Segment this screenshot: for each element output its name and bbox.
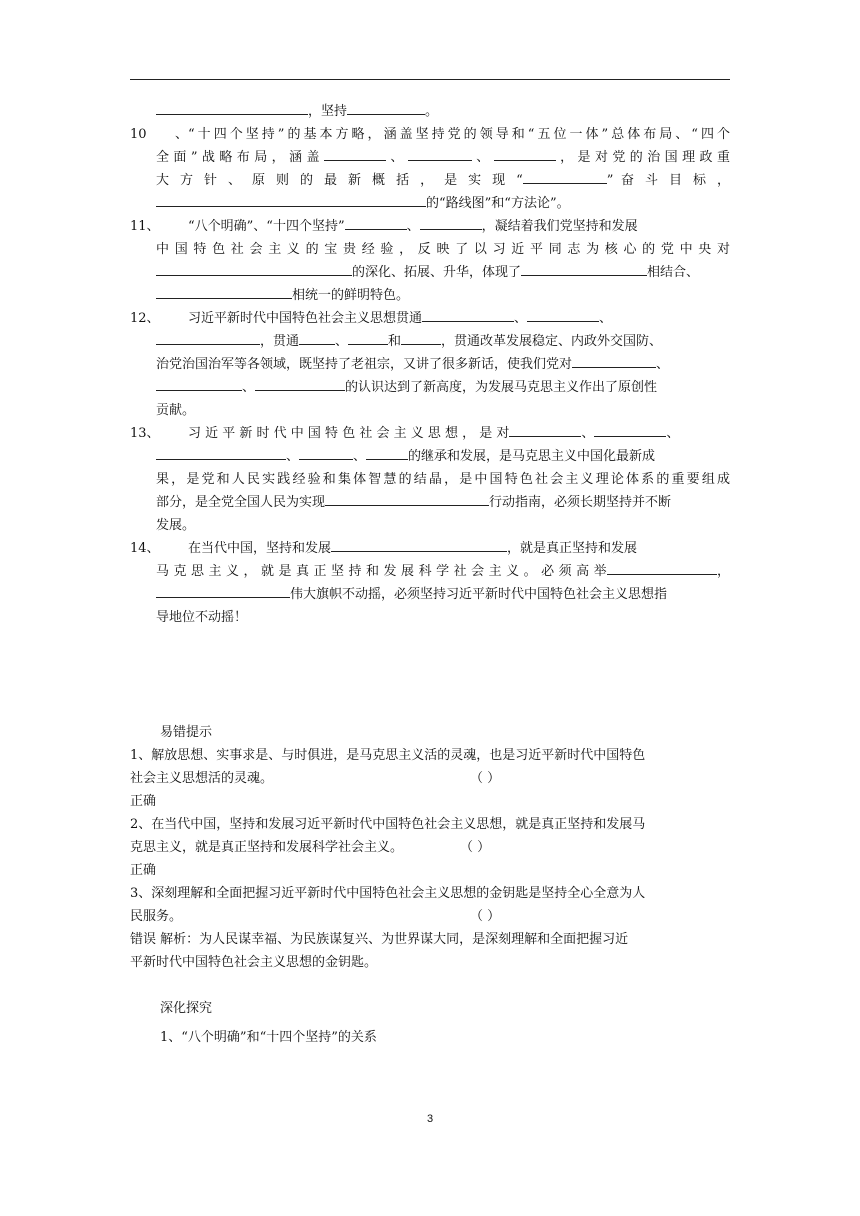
answer-parens[interactable]: （ ） — [470, 771, 501, 786]
q10-line4: 的“路线图”和“方法论”。 — [130, 192, 730, 215]
q14-line2: 马 克 思 主 义 ， 就 是 真 正 坚 持 和 发 展 科 学 社 会 主 义 。 必 须 高 举 ， — [130, 560, 730, 583]
explore-item-1: 1、“八个明确”和“十四个坚持”的关系 — [160, 1030, 377, 1045]
q12-line5: 贡献。 — [156, 403, 196, 418]
blank[interactable] — [607, 560, 717, 575]
error-item-3-cont: 民服务。 （ ） — [130, 905, 730, 928]
blank[interactable] — [521, 261, 647, 276]
q13-line5: 发展。 — [156, 518, 196, 533]
blank[interactable] — [527, 307, 599, 322]
blank[interactable] — [348, 330, 388, 345]
blank[interactable] — [299, 445, 353, 460]
error-item-2: 2、在当代中国，坚持和发展习近平新时代中国特色社会主义思想，就是真正坚持和发展马 — [130, 817, 646, 832]
answer-3: 错误 解析：为人民谋幸福、为民族谋复兴、为世界谋大同，是深刻理解和全面把握习近 — [130, 932, 629, 947]
q14-line1: 14、 在当代中国，坚持和发展 ，就是真正坚持和发展 — [130, 537, 730, 560]
blank[interactable] — [594, 422, 666, 437]
q12-line2: ，贯通 、 和 ，贯通改革发展稳定、内政外交国防、 — [130, 330, 730, 353]
explore-title: 深化探究 — [160, 1001, 213, 1016]
q12-line1: 12、 习近平新时代中国特色社会主义思想贯通 、 、 — [130, 307, 730, 330]
question-number: 13、 — [130, 426, 160, 441]
answer-parens[interactable]: （ ） — [470, 909, 501, 924]
question-number: 10、 — [130, 127, 188, 142]
blank[interactable] — [401, 330, 441, 345]
answer-parens[interactable]: （ ） — [460, 840, 491, 855]
blank[interactable] — [345, 215, 407, 230]
blank[interactable] — [347, 100, 425, 115]
error-item-3: 3、深刻理解和全面把握习近平新时代中国特色社会主义思想的金钥匙是坚持全心全意为人 — [130, 886, 646, 901]
blank[interactable] — [156, 284, 292, 299]
q12-line4: 、 的认识达到了新高度，为发展马克思主义作出了原创性 — [130, 376, 730, 399]
errors-title: 易错提示 — [160, 725, 213, 740]
q11-line2: 中国特色社会主义的宝贵经验，反映了以习近平同志为核心的党中央对 — [156, 242, 730, 257]
q11-line3: 的深化、拓展、升华，体现了 相结合、 — [130, 261, 730, 284]
question-number: 11、 — [130, 219, 160, 234]
error-item-1-cont: 社会主义思想活的灵魂。 （ ） — [130, 767, 730, 790]
page-number: 3 — [426, 1113, 434, 1125]
answer-1: 正确 — [130, 794, 157, 809]
blank[interactable] — [156, 330, 260, 345]
blank[interactable] — [509, 422, 581, 437]
blank[interactable] — [408, 146, 472, 161]
blank[interactable] — [325, 491, 489, 506]
q10-line2: 全面”战略布局，涵盖 、 、 ，是对党的治国理政重 — [130, 146, 730, 169]
q10-line1: 10、“十四个坚持”的基本方略，涵盖坚持党的领导和“五位一体”总体布局、“四个 — [130, 123, 730, 146]
q13-line4: 部分，是全党全国人民为实现 行动指南，必须长期坚持并不断 — [130, 491, 730, 514]
q13-line1: 13、 习 近 平 新 时 代 中 国 特 色 社 会 主 义 思 想 ， 是 对 、 、 — [130, 422, 730, 445]
q12-line3: 治党治国治军等各领域，既坚持了老祖宗，又讲了很多新话，使我们党对 、 — [130, 353, 730, 376]
q9-tail: ，坚持 。 — [130, 100, 730, 123]
blank[interactable] — [420, 215, 482, 230]
blank[interactable] — [324, 146, 386, 161]
blank[interactable] — [156, 376, 242, 391]
q10-line3: 大 方 针 、 原 则 的 最 新 概 括 ， 是 实 现 “ ” 奋 斗 目 标 ， — [130, 169, 730, 192]
q11-line1: 11、 “八个明确”、“十四个坚持” 、 ，凝结着我们党坚持和发展 — [130, 215, 730, 238]
page-content — [130, 100, 730, 1049]
blank[interactable] — [366, 445, 408, 460]
blank[interactable] — [494, 146, 556, 161]
blank[interactable] — [572, 353, 656, 368]
question-number: 14、 — [130, 541, 160, 556]
error-item-2-cont: 克思主义，就是真正坚持和发展科学社会主义。 （ ） — [130, 836, 730, 859]
blank[interactable] — [156, 192, 426, 207]
error-item-1: 1、解放思想、实事求是、与时俱进，是马克思主义活的灵魂，也是习近平新时代中国特色 — [130, 748, 646, 763]
blank[interactable] — [422, 307, 514, 322]
blank[interactable] — [156, 583, 290, 598]
blank[interactable] — [255, 376, 345, 391]
q13-line2: 、 、 的继承和发展，是马克思主义中国化最新成 — [130, 445, 730, 468]
blank[interactable] — [156, 100, 308, 115]
blank[interactable] — [523, 169, 607, 184]
q14-line4: 导地位不动摇！ — [156, 610, 248, 625]
answer-3-cont: 平新时代中国特色社会主义思想的金钥匙。 — [130, 955, 378, 970]
blank[interactable] — [156, 445, 286, 460]
answer-2: 正确 — [130, 863, 157, 878]
question-number: 12、 — [130, 311, 160, 326]
header-rule — [130, 79, 730, 80]
blank[interactable] — [299, 330, 335, 345]
blank[interactable] — [331, 537, 507, 552]
q11-line4: 相统一的鲜明特色。 — [130, 284, 730, 307]
blank[interactable] — [156, 261, 352, 276]
q13-line3: 果，是党和人民实践经验和集体智慧的结晶，是中国特色社会主义理论体系的重要组成 — [156, 472, 730, 487]
q14-line3: 伟大旗帜不动摇，必须坚持习近平新时代中国特色社会主义思想指 — [130, 583, 730, 606]
